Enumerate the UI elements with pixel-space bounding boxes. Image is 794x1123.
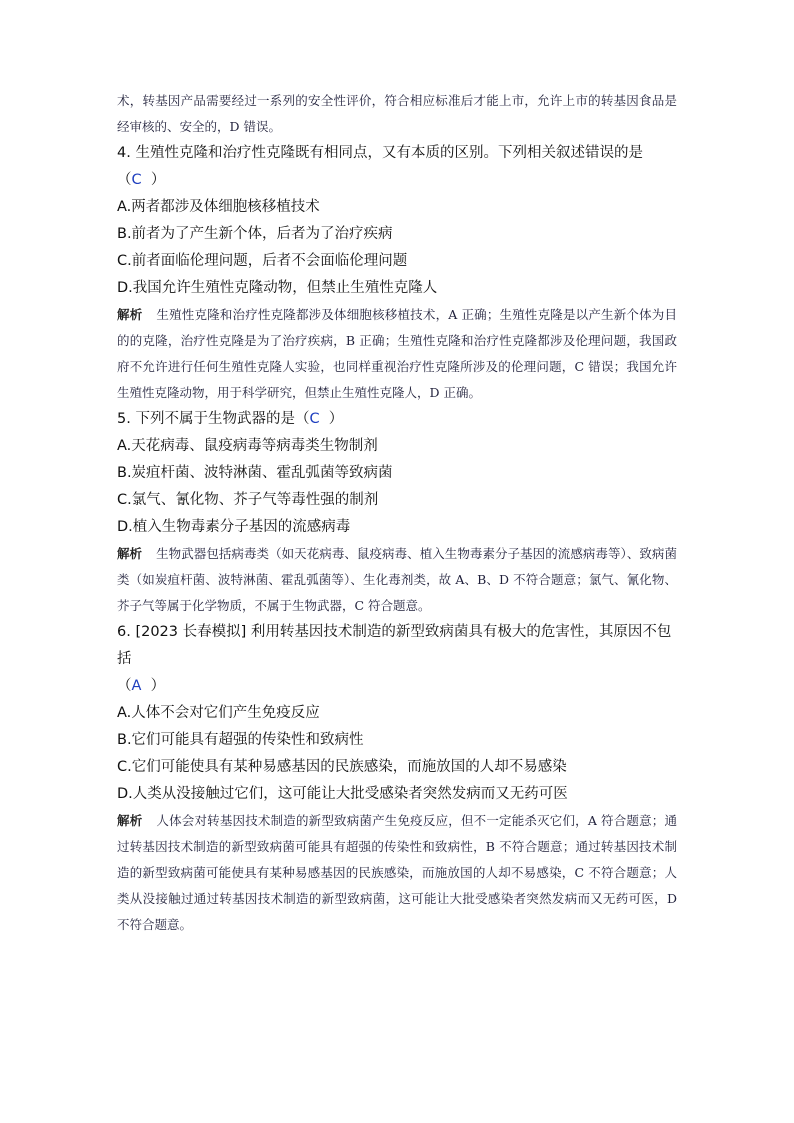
option-c: C.前者面临伦理问题，后者不会面临伦理问题 [117,253,408,269]
option-a: A.两者都涉及体细胞核移植技术 [117,199,320,215]
question-4 [117,140,677,406]
option-d: D.植入生物毒素分子基因的流感病毒 [117,519,351,535]
option-a: A.天花病毒、鼠疫病毒等病毒类生物制剂 [117,438,378,454]
explanation: 解析 生物武器包括病毒类（如天花病毒、鼠疫病毒、植入生物毒素分子基因的流感病毒等）、致病菌类（如炭疽杆菌、波特淋菌、霍乱弧菌等）、生化毒剂类，故 A、B、D 不符合题意；氯气、氰化物、芥子气等属于化学物质，不属于生物武器，C 符合题意。 [117,546,677,613]
option-a: A.人体不会对它们产生免疫反应 [117,705,320,721]
answer-line: （C ） [117,172,166,188]
explanation: 解析 人体会对转基因技术制造的新型致病菌产生免疫反应，但不一定能杀灭它们，A 符合题意；通过转基因技术制造的新型致病菌可能具有超强的传染性和致病性，B 不符合题意；通过转基因技术制造的新型致病菌可能使具有某种易感基因的民族感染，而施放国的人却不易感染，C 不符合题意；人类从没接触过通过转基因技术制造的新型致病菌，这可能让大批受感染者突然发病而又无药可医，D 不符合题意。 [117,813,677,932]
question-stem: 4. 生殖性克隆和治疗性克隆既有相同点，又有本质的区别。下列相关叙述错误的是 [117,145,643,161]
question-6 [117,619,677,938]
option-d: D.我国允许生殖性克隆动物，但禁止生殖性克隆人 [117,280,438,296]
explanation-label: 解析 [117,546,143,561]
explanation: 解析 生殖性克隆和治疗性克隆都涉及体细胞核移植技术，A 正确；生殖性克隆是以产生新个体为目的的克隆，治疗性克隆是为了治疗疾病，B 正确；生殖性克隆和治疗性克隆都涉及伦理问题，我国政府不允许进行任何生殖性克隆人实验，也同样重视治疗性克隆所涉及的伦理问题，C 错误；我国允许生殖性克隆动物，用于科学研究，但禁止生殖性克隆人，D 正确。 [117,307,677,400]
answer-letter: A [131,678,142,694]
explanation-label: 解析 [117,307,143,322]
option-c: C.它们可能使具有某种易感基因的民族感染，而施放国的人却不易感染 [117,759,567,775]
question-stem: 6. [2023 长春模拟] 利用转基因技术制造的新型致病菌具有极大的危害性，其原因不包括 [117,624,672,667]
answer-letter: C [309,411,320,427]
explanation-label: 解析 [117,813,143,828]
answer-line: （A ） [117,678,166,694]
previous-explanation: 术，转基因产品需要经过一系列的安全性评价，符合相应标准后才能上市，允许上市的转基因食品是经审核的、安全的，D 错误。 [117,93,677,134]
document-page [117,88,677,938]
option-b: B.它们可能具有超强的传染性和致病性 [117,732,364,748]
question-stem: 5. 下列不属于生物武器的是（C ） [117,411,344,427]
option-b: B.前者为了产生新个体，后者为了治疗疾病 [117,226,393,242]
option-d: D.人类从没接触过它们，这可能让大批受感染者突然发病而又无药可医 [117,786,568,802]
option-b: B.炭疽杆菌、波特淋菌、霍乱弧菌等致病菌 [117,465,393,481]
option-c: C.氯气、氰化物、芥子气等毒性强的制剂 [117,492,379,508]
question-5 [117,406,677,619]
answer-letter: C [131,172,142,188]
